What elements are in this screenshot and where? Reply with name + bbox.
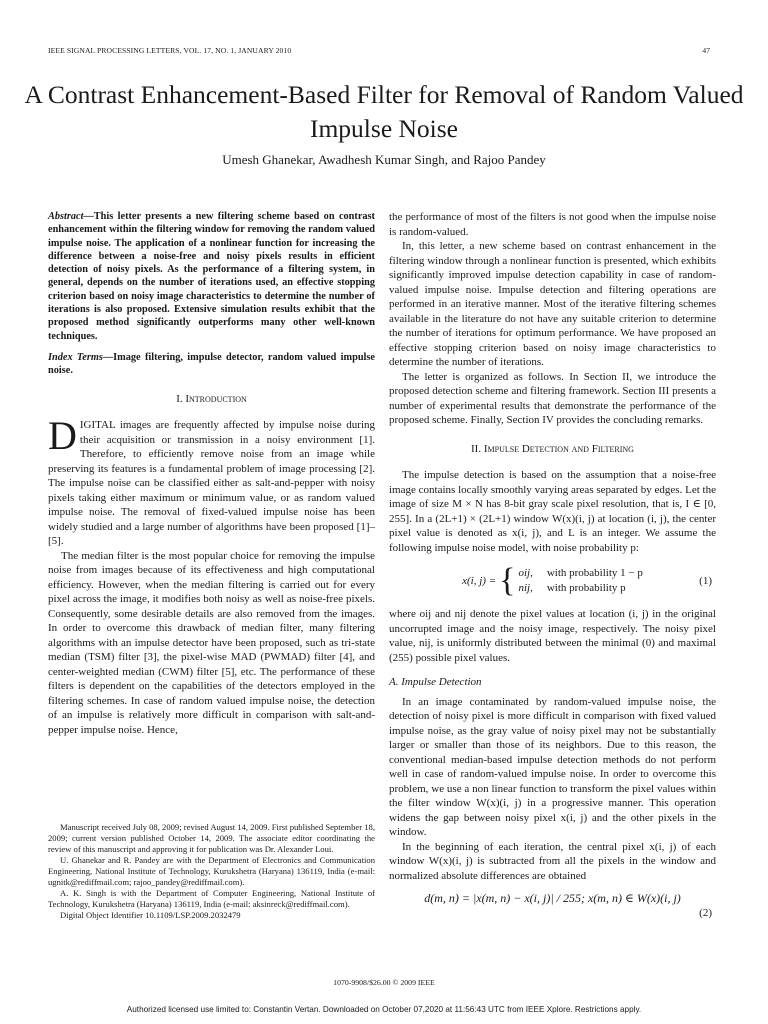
running-header-journal: IEEE SIGNAL PROCESSING LETTERS, VOL. 17, NO. 1, JANUARY 2010 [48,46,292,55]
paper-title: A Contrast Enhancement-Based Filter for Removal of Random Valued Impulse Noise [24,80,744,143]
section2-paragraph-2: where oij and nij denote the pixel values at location (i, j) in the original uncorrupted image and the noisy image, respectively. The noisy pixel value, nij, is uniformly distributed between the minimal (0) and maximal (255) possible pixel values. [389,608,716,664]
copyright-line: 1070-9908/$26.00 © 2009 IEEE [333,978,435,987]
footnote-affiliation-2: A. K. Singh is with the Department of Computer Engineering, National Institute of Technology, Kurukshetra (Haryana) 136119, India (e-mail: aksinreck@rediffmail.com). [48,888,375,909]
intro-paragraph-1 [48,413,375,549]
equation-1-case-1: oij, with probability 1 − p [518,567,643,579]
section2-paragraph-3: In an image contaminated by random-valued impulse noise, the detection of noisy pixel is more difficult in comparison with fixed valued impulse noise, as the gray value of noisy pixel may not be substantially larger or smaller than those of its neighbors. Due to this reason, the conventional median-based impulse detection methods do not perform well in case of random-valued impulse noise. In order to overcome this problem, we use a non linear function to transform the pixel values within the filter window W(x)(i, j) in a progressive manner. This operation widens the gap between noisy pixel x(i, j) and the other pixels in the window. [389,695,716,838]
section2-paragraph-1: The impulse detection is based on the assumption that a noise-free image contains locally smoothly varying areas separated by edges. Let the image of size M × N has 8-bit gray scale pixel resolution, that is, I ∈ [0, 255]. In a (2L+1) × (2L+1) window W(x)(i, j) at location (i, j), the center pixel value is denoted as x(i, j), and L is an integer. We assume the following impulse noise model, with noise probability p: [389,469,716,554]
index-terms [48,351,375,378]
equation-1-case-2: nij, with probability p [518,582,626,594]
abstract-text: This letter presents a new filtering scheme based on contrast enhancement within the filtering window for removing the random valued impulse noise. The application of a nonlinear function for increasing the difference between a noise-free and noisy pixels results in efficient detection of noisy pixels. As the performance of a filtering system, in general, depends on the number of iterations used, an effective stopping criterion based on noisy image characteristics to determine the number of iterations is also proposed. Extensive simulation results exhibit that the proposed method significantly outperforms many other well-known techniques. [48,211,375,342]
section-heading-introduction: I. Introduction [176,392,247,405]
author-list: Umesh Ghanekar, Awadhesh Kumar Singh, and Rajoo Pandey [222,152,546,167]
intro-paragraph-3: the performance of most of the filters is not good when the impulse noise is random-valued. [389,211,716,238]
footnote-affiliation-1: U. Ghanekar and R. Pandey are with the Department of Electronics and Communication Engineering, National Institute of Technology, Kurukshetra (Haryana) 136119, India (e-mail: ugnitk@rediffmail.com; rajoo_pandey@rediffmail.com). [48,855,375,887]
page-number: 47 [702,46,710,55]
footnotes [48,822,375,921]
authorized-use-notice: Authorized licensed use limited to: Constantin Vertan. Downloaded on October 07,2020 at 11:56:43 UTC from IEEE Xplore. Restrictions apply. [126,1005,642,1014]
equation-2-number: (2) [699,906,712,919]
abstract [48,210,375,343]
index-terms-text: Image filtering, impulse detector, random valued impulse noise. [48,351,375,377]
abstract-label: Abstract— [48,211,94,222]
intro-paragraph-5: The letter is organized as follows. In Section II, we introduce the proposed detection scheme and filtering framework. Section III presents a number of experimental results that demonstrate the performance of the proposed scheme. Finally, Section IV provides the concluding remarks. [389,370,716,426]
brace-glyph: { [499,562,516,599]
drop-cap: D [48,413,77,459]
footnote-doi: Digital Object Identifier 10.1109/LSP.2009.2032479 [60,910,241,920]
intro-paragraph-1-text: IGITAL images are frequently affected by impulse noise during their acquisition or transmission in a noisy environment [1]. Therefore, to efficiently remove noise from an image while preserving its features is a fundamental problem of image processing [2]. The impulse noise can be classified either as salt-and-pepper with noisy pixels taking either maximum or minimum value, or as random valued impulse noise. The removal of fixed-valued impulse noise has been widely studied and a large number of algorithms have been proposed [1]–[5]. [48,419,375,548]
section-heading-impulse-detection: II. Impulse Detection and Filtering [471,442,634,455]
intro-paragraph-2: The median filter is the most popular choice for removing the impulse noise from images because of its effectiveness and high computational efficiency. However, when the median filtering is carried out for every pixel across the image, it modifies both noisy as well as noise-free pixels. Consequently, some desirable details are also removed from the images. In order to overcome this drawback of median filter, many filtering algorithms with an impulse detector have been proposed, such as tri-state median (TSM) filter [3], the pixel-wise MAD (PWMAD) filter [4], and center-weighted median (CWM) filter [5], etc. The performance of these filters is dependent on the capabilities of the detectors employed in the filtering schemes. In case of random valued impulse noise, the detection of an impulse is relatively more difficult in comparison with salt-and-pepper impulse noise. Hence, [48,549,375,736]
equation-1 [389,563,716,599]
section2-paragraph-4: In the beginning of each iteration, the central pixel x(i, j) of each window W(x)(i, j) is subtracted from all the pixels in the window and normalized absolute differences are obtained [389,840,716,882]
equation-1-number: (1) [699,574,712,587]
right-column [389,210,716,920]
intro-paragraph-4: In, this letter, a new scheme based on contrast enhancement in the filtering window through a nonlinear function is presented, which exhibits significantly improved impulse detection capability in case of random-valued impulse noise. Impulse detection and filtering operations are performed in an iterative manner. Most of the iterative filtering schemes available in the literature do not have any suitable criterion to determine the number of iterations for optimum performance. We have proposed an effective stopping criterion based on noisy image characteristics to determine the number of iterations. [389,240,716,368]
equation-2: d(m, n) = |x(m, n) − x(i, j)| / 255; x(m, n) ∈ W(x)(i, j) [424,891,681,905]
footnote-manuscript: Manuscript received July 08, 2009; revised August 14, 2009. First published September 18, 2009; current version published October 14, 2009. The associate editor coordinating the review of this manuscript and approving it for publication was Dr. Alexander Loui. [48,822,375,854]
equation-1-lhs: x(i, j) = [462,574,497,587]
index-terms-label: Index Terms— [48,351,114,363]
subsection-heading-impulse-detection: A. Impulse Detection [389,676,482,688]
left-column [48,210,375,737]
